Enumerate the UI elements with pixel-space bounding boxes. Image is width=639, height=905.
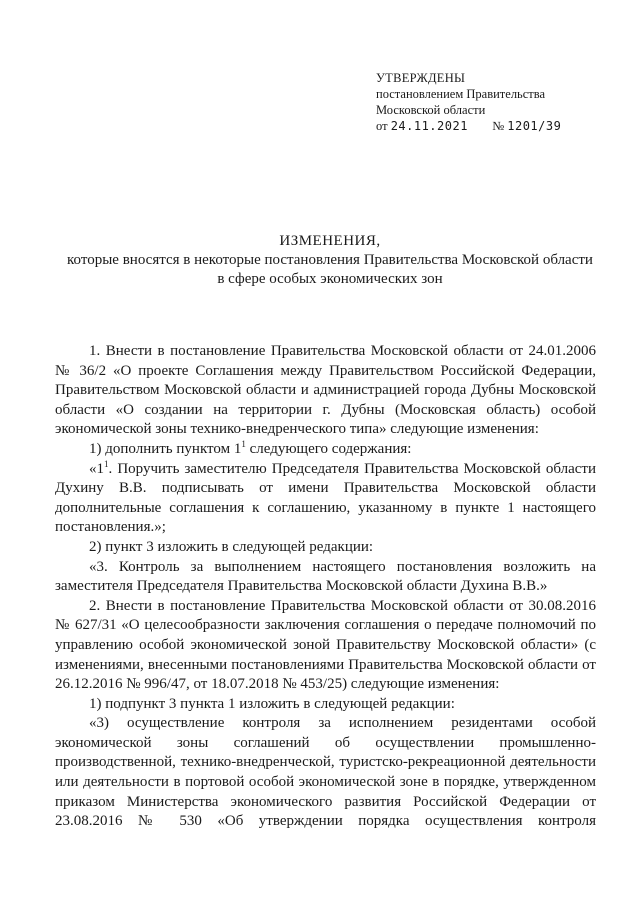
- paragraph-3: [55, 460, 596, 538]
- approval-date: 24.11.2021: [390, 119, 468, 133]
- paragraph-6: 2. Внести в постановление Правительства Московской области от 30.08.2016 № 627/31 «О целесообразности заключения соглашения о передаче полномочий по управлению особой экономической зоной Правительству Московской области» (с изменениями, внесенными постановлениями Правительства Московской области от 26.12.2016 № 996/47, от 18.07.2018 № 453/25) следующие изменения:: [55, 597, 596, 693]
- approval-number-sign: №: [492, 119, 505, 133]
- paragraph-2-text-before: 1) дополнить пунктом 1: [89, 440, 242, 457]
- paragraph-2-text-after: следующего содержания:: [245, 440, 412, 457]
- paragraph-8: «3) осуществление контроля за исполнением резидентами особой экономической зоны соглашений об осуществлении промышленно-производственной, технико-внедренческой, туристско-рекреационной деятельности или деятельности в портовой особой экономической зоне в порядке, утвержденном приказом Министерства экономического развития Российской Федерации от 23.08.2016 № 530 «Об утверждении порядка осуществления контроля: [55, 715, 596, 830]
- approval-line-1: постановлением Правительства: [376, 87, 546, 101]
- document-title: [40, 232, 620, 289]
- paragraph-1: 1. Внести в постановление Правительства Московской области от 24.01.2006 № 36/2 «О проекте Соглашения между Правительством Российской Федерации, Правительством Московской области и администрацией города Дубны Московской области «О создании на территории г. Дубны (Московская область) особой экономической зоны технико-внедренческого типа» следующие изменения:: [55, 343, 596, 438]
- title-line-1: которые вносятся в некоторые постановления Правительства Московской области: [67, 252, 593, 268]
- approval-heading: УТВЕРЖДЕНЫ: [376, 71, 466, 85]
- approval-line-2: Московской области: [376, 103, 486, 117]
- paragraph-2: [55, 440, 596, 460]
- document-body: [55, 342, 596, 832]
- paragraph-5: «3. Контроль за выполнением настоящего постановления возложить на заместителя Председателя Правительства Московской области Духина В.В.»: [55, 558, 596, 595]
- paragraph-3-text-before: «1: [89, 460, 104, 477]
- approval-number: 1201/39: [507, 119, 562, 133]
- paragraph-3-superscript: 1: [104, 458, 109, 469]
- paragraph-4: 2) пункт 3 изложить в следующей редакции:: [89, 538, 374, 555]
- paragraph-7: 1) подпункт 3 пункта 1 изложить в следующей редакции:: [89, 695, 455, 712]
- approval-date-prefix: от: [376, 119, 388, 133]
- title-line-2: в сфере особых экономических зон: [217, 271, 443, 287]
- approval-stamp: [376, 70, 616, 134]
- paragraph-3-text-after: . Поручить заместителю Председателя Правительства Московской области Духину В.В. подписывать от имени Правительства Московской области дополнительные соглашения к соглашению, указанному в пункте 1 настоящего постановления.»;: [55, 460, 596, 536]
- paragraph-2-superscript: 1: [241, 438, 246, 449]
- approval-date-line: [376, 118, 616, 134]
- title-heading: ИЗМЕНЕНИЯ,: [279, 233, 381, 249]
